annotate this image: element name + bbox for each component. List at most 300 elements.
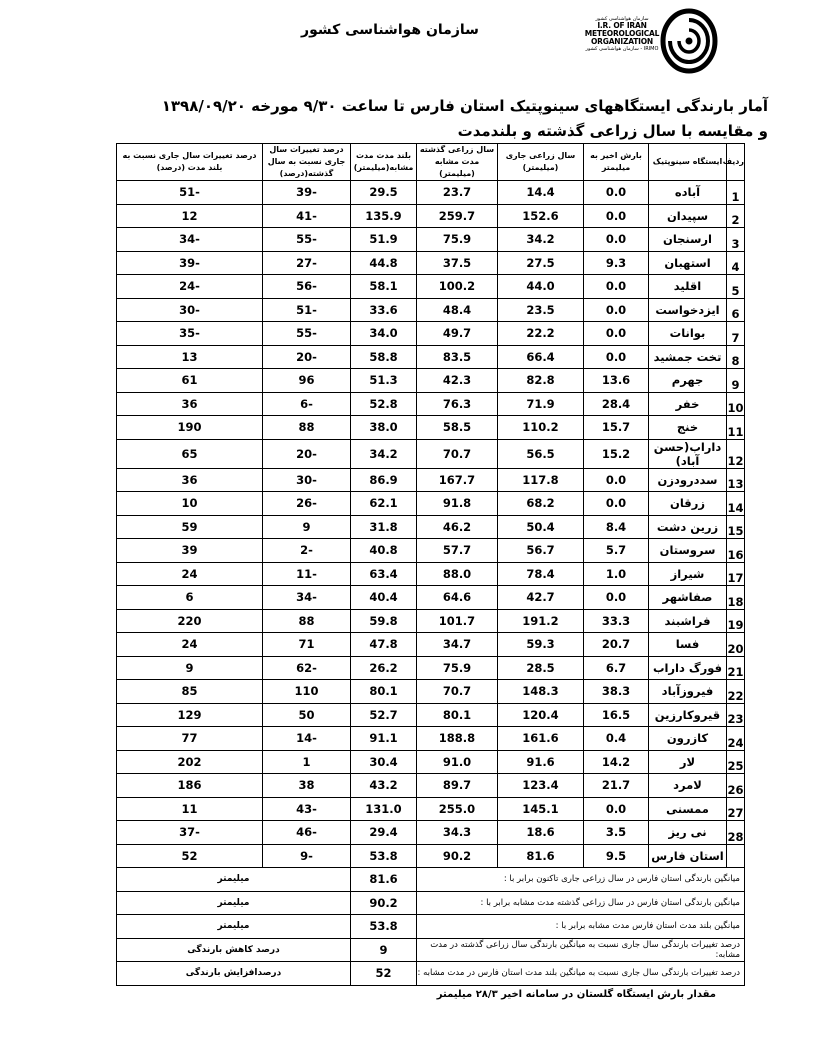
cell-pct-long: 186: [117, 774, 263, 798]
cell-last: 255.0: [417, 797, 498, 821]
province-pct-last: -9: [263, 844, 351, 868]
cell-last: 46.2: [417, 515, 498, 539]
cell-pct-long: -24: [117, 275, 263, 299]
cell-pct-last: -34: [263, 586, 351, 610]
cell-longterm: 29.5: [351, 181, 417, 205]
cell-last: 23.7: [417, 181, 498, 205]
cell-pct-last: -46: [263, 821, 351, 845]
cell-longterm: 80.1: [351, 680, 417, 704]
cell-pct-last: 88: [263, 416, 351, 440]
cell-last: 80.1: [417, 703, 498, 727]
cell-current: 78.4: [498, 562, 584, 586]
table-row: [117, 562, 745, 586]
cell-idx: 12: [727, 439, 745, 468]
table-row: [117, 515, 745, 539]
cell-recent: 9.3: [584, 251, 649, 275]
cell-last: 70.7: [417, 439, 498, 468]
col-header-station: ایستگاه سینوپتیک: [649, 144, 727, 181]
cell-pct-last: -27: [263, 251, 351, 275]
logo-en-line-3: ORGANIZATION: [591, 37, 653, 46]
table-row: [117, 609, 745, 633]
summary-row: [117, 962, 745, 986]
table-row: [117, 204, 745, 228]
org-title: سازمان هواشناسی کشور: [301, 22, 479, 38]
cell-idx: 17: [727, 562, 745, 586]
cell-recent: 33.3: [584, 609, 649, 633]
cell-recent: 21.7: [584, 774, 649, 798]
cell-longterm: 33.6: [351, 298, 417, 322]
cell-station: سروستان: [649, 539, 727, 563]
cell-pct-long: -30: [117, 298, 263, 322]
cell-pct-last: -14: [263, 727, 351, 751]
cell-pct-last: 38: [263, 774, 351, 798]
cell-station: صفاشهر: [649, 586, 727, 610]
table-header-row: [117, 144, 745, 181]
cell-recent: 20.7: [584, 633, 649, 657]
summary-unit: میلیمتر: [117, 915, 351, 939]
rainfall-table: [116, 143, 745, 986]
cell-current: 191.2: [498, 609, 584, 633]
cell-pct-long: 65: [117, 439, 263, 468]
cell-pct-long: 24: [117, 633, 263, 657]
meteorological-logo: [568, 6, 718, 76]
cell-pct-last: -55: [263, 322, 351, 346]
cell-longterm: 30.4: [351, 750, 417, 774]
cell-pct-long: 59: [117, 515, 263, 539]
cell-pct-last: 110: [263, 680, 351, 704]
table-row: [117, 750, 745, 774]
cell-idx: 7: [727, 322, 745, 346]
cell-longterm: 43.2: [351, 774, 417, 798]
cell-pct-last: -2: [263, 539, 351, 563]
cell-last: 75.9: [417, 228, 498, 252]
table-row: [117, 797, 745, 821]
table-row: [117, 821, 745, 845]
cell-current: 123.4: [498, 774, 584, 798]
cell-current: 152.6: [498, 204, 584, 228]
cell-station: فسا: [649, 633, 727, 657]
table-row: [117, 322, 745, 346]
cell-station: لار: [649, 750, 727, 774]
cell-recent: 38.3: [584, 680, 649, 704]
cell-longterm: 38.0: [351, 416, 417, 440]
cell-pct-last: 50: [263, 703, 351, 727]
province-last: 90.2: [417, 844, 498, 868]
cell-station: اقلید: [649, 275, 727, 299]
table-row: [117, 392, 745, 416]
summary-unit: میلیمتر: [117, 891, 351, 915]
cell-last: 70.7: [417, 680, 498, 704]
cell-last: 42.3: [417, 369, 498, 393]
cell-last: 91.8: [417, 492, 498, 516]
cell-current: 18.6: [498, 821, 584, 845]
cell-idx: 20: [727, 633, 745, 657]
cell-last: 167.7: [417, 468, 498, 492]
table-row: [117, 656, 745, 680]
cell-idx: 5: [727, 275, 745, 299]
cell-idx: 1: [727, 181, 745, 205]
cell-longterm: 44.8: [351, 251, 417, 275]
cell-longterm: 40.8: [351, 539, 417, 563]
cell-pct-long: 36: [117, 392, 263, 416]
cell-recent: 28.4: [584, 392, 649, 416]
cell-last: 34.3: [417, 821, 498, 845]
cell-last: 49.7: [417, 322, 498, 346]
cell-recent: 15.2: [584, 439, 649, 468]
cell-station: استهبان: [649, 251, 727, 275]
cell-pct-last: -39: [263, 181, 351, 205]
table-row: [117, 228, 745, 252]
cell-idx: 22: [727, 680, 745, 704]
cell-pct-long: 190: [117, 416, 263, 440]
cell-idx: 6: [727, 298, 745, 322]
cell-pct-last: -6: [263, 392, 351, 416]
cell-recent: 1.0: [584, 562, 649, 586]
cell-pct-last: -30: [263, 468, 351, 492]
cell-pct-last: -51: [263, 298, 351, 322]
cell-pct-last: -26: [263, 492, 351, 516]
summary-label: میانگین بارندگی استان فارس در سال زراعی گذشته مدت مشابه برابر با :: [417, 891, 745, 915]
province-idx: [727, 844, 745, 868]
cell-recent: 16.5: [584, 703, 649, 727]
table-row: [117, 345, 745, 369]
summary-value: 52: [351, 962, 417, 986]
cell-pct-long: -35: [117, 322, 263, 346]
summary-label: میانگین بلند مدت استان فارس مدت مشابه برابر با :: [417, 915, 745, 939]
footnote: مقدار بارش ایستگاه گلستان در سامانه اخیر ۲۸/۳ میلیمتر: [436, 989, 716, 1000]
cell-pct-last: -43: [263, 797, 351, 821]
cell-pct-long: 13: [117, 345, 263, 369]
logo-fa-top: سازمان هواشناسی کشور: [595, 16, 649, 22]
cell-current: 110.2: [498, 416, 584, 440]
cell-current: 22.2: [498, 322, 584, 346]
cell-recent: 6.7: [584, 656, 649, 680]
cell-recent: 0.0: [584, 275, 649, 299]
cell-current: 117.8: [498, 468, 584, 492]
cell-pct-long: 202: [117, 750, 263, 774]
cell-pct-long: 11: [117, 797, 263, 821]
table-row: [117, 539, 745, 563]
cell-longterm: 58.1: [351, 275, 417, 299]
cell-longterm: 62.1: [351, 492, 417, 516]
cell-station: فیروزآباد: [649, 680, 727, 704]
cell-pct-long: -39: [117, 251, 263, 275]
cell-pct-long: -34: [117, 228, 263, 252]
col-header-long-term: بلند مدت مدت مشابه(میلیمتر): [351, 144, 417, 181]
cell-current: 34.2: [498, 228, 584, 252]
cell-station: جهرم: [649, 369, 727, 393]
cell-pct-long: 6: [117, 586, 263, 610]
summary-unit: درصدافزایش بارندگی: [117, 962, 351, 986]
cell-station: فورگ داراب: [649, 656, 727, 680]
cell-station: ایزدخواست: [649, 298, 727, 322]
cell-pct-long: 10: [117, 492, 263, 516]
summary-unit: میلیمتر: [117, 868, 351, 892]
cell-station: بوانات: [649, 322, 727, 346]
cell-pct-long: 9: [117, 656, 263, 680]
cell-current: 28.5: [498, 656, 584, 680]
cell-pct-long: 61: [117, 369, 263, 393]
cell-last: 75.9: [417, 656, 498, 680]
cell-idx: 26: [727, 774, 745, 798]
summary-label: درصد تغییرات بارندگی سال جاری نسبت به میانگین بارندگی سال زراعی گذشته در مدت مشابه:: [417, 938, 745, 962]
cell-current: 82.8: [498, 369, 584, 393]
summary-row: [117, 938, 745, 962]
col-header-pct-vs-long: درصد تغییرات سال جاری نسبت به بلند مدت (درصد): [117, 144, 263, 181]
cell-pct-long: 129: [117, 703, 263, 727]
cell-pct-last: -56: [263, 275, 351, 299]
cell-recent: 15.7: [584, 416, 649, 440]
col-header-last-year: سال زراعی گذشته مدت مشابه (میلیمتر): [417, 144, 498, 181]
table-row: [117, 680, 745, 704]
cell-idx: 23: [727, 703, 745, 727]
cell-station: سپیدان: [649, 204, 727, 228]
table-row: [117, 181, 745, 205]
cell-longterm: 34.0: [351, 322, 417, 346]
cell-last: 83.5: [417, 345, 498, 369]
cell-pct-last: -11: [263, 562, 351, 586]
cell-pct-long: 77: [117, 727, 263, 751]
cell-last: 48.4: [417, 298, 498, 322]
summary-value: 90.2: [351, 891, 417, 915]
cell-station: خفر: [649, 392, 727, 416]
cell-recent: 8.4: [584, 515, 649, 539]
cell-pct-last: 71: [263, 633, 351, 657]
cell-recent: 0.0: [584, 468, 649, 492]
cell-longterm: 91.1: [351, 727, 417, 751]
table-row: [117, 727, 745, 751]
table-row: [117, 251, 745, 275]
cell-current: 66.4: [498, 345, 584, 369]
province-recent: 9.5: [584, 844, 649, 868]
cell-last: 34.7: [417, 633, 498, 657]
cell-recent: 0.0: [584, 345, 649, 369]
cell-pct-last: 9: [263, 515, 351, 539]
report-subtitle: و مقایسه با سال زراعی گذشته و بلندمدت: [457, 122, 768, 140]
summary-row: [117, 915, 745, 939]
cell-idx: 18: [727, 586, 745, 610]
cell-idx: 10: [727, 392, 745, 416]
summary-row: [117, 868, 745, 892]
cell-idx: 8: [727, 345, 745, 369]
cell-pct-long: 36: [117, 468, 263, 492]
cell-longterm: 131.0: [351, 797, 417, 821]
report-title: آمار بارندگی ایستگاههای سینوپتیک استان فارس تا ساعت ۹/۳۰ مورخه ۱۳۹۸/۰۹/۲۰: [161, 97, 768, 115]
cell-last: 188.8: [417, 727, 498, 751]
summary-value: 9: [351, 938, 417, 962]
cell-current: 91.6: [498, 750, 584, 774]
cell-station: تخت جمشید: [649, 345, 727, 369]
cell-recent: 0.0: [584, 181, 649, 205]
cell-longterm: 135.9: [351, 204, 417, 228]
table-row: [117, 774, 745, 798]
cell-pct-long: 39: [117, 539, 263, 563]
cell-current: 42.7: [498, 586, 584, 610]
cell-station: قیروکارزین: [649, 703, 727, 727]
cell-station: کازرون: [649, 727, 727, 751]
cell-last: 76.3: [417, 392, 498, 416]
logo-fa-bottom: IRIMO - سازمان هواشناسی کشور: [585, 46, 659, 52]
table-row: [117, 703, 745, 727]
summary-value: 53.8: [351, 915, 417, 939]
cell-idx: 3: [727, 228, 745, 252]
cell-recent: 3.5: [584, 821, 649, 845]
cell-idx: 16: [727, 539, 745, 563]
cell-current: 68.2: [498, 492, 584, 516]
cell-recent: 0.4: [584, 727, 649, 751]
province-row: [117, 844, 745, 868]
cell-idx: 24: [727, 727, 745, 751]
province-name: استان فارس: [649, 844, 727, 868]
cell-longterm: 52.8: [351, 392, 417, 416]
cell-idx: 27: [727, 797, 745, 821]
cell-current: 44.0: [498, 275, 584, 299]
cell-idx: 2: [727, 204, 745, 228]
cell-recent: 13.6: [584, 369, 649, 393]
province-longterm: 53.8: [351, 844, 417, 868]
cell-station: داراب(حسن آباد): [649, 439, 727, 468]
cell-station: آباده: [649, 181, 727, 205]
cell-pct-long: 85: [117, 680, 263, 704]
summary-row: [117, 891, 745, 915]
cell-pct-last: 1: [263, 750, 351, 774]
cell-station: شیراز: [649, 562, 727, 586]
cell-pct-last: -41: [263, 204, 351, 228]
logo-en-line-1: I.R. OF IRAN: [597, 21, 647, 30]
cell-current: 56.7: [498, 539, 584, 563]
cell-longterm: 34.2: [351, 439, 417, 468]
cell-recent: 0.0: [584, 797, 649, 821]
summary-unit: درصد کاهش بارندگی: [117, 938, 351, 962]
cell-station: ممسنی: [649, 797, 727, 821]
cell-longterm: 59.8: [351, 609, 417, 633]
cell-station: خنج: [649, 416, 727, 440]
cell-current: 59.3: [498, 633, 584, 657]
cell-last: 64.6: [417, 586, 498, 610]
cell-longterm: 86.9: [351, 468, 417, 492]
cell-recent: 0.0: [584, 204, 649, 228]
cell-recent: 0.0: [584, 298, 649, 322]
cell-last: 259.7: [417, 204, 498, 228]
cell-last: 101.7: [417, 609, 498, 633]
cell-current: 23.5: [498, 298, 584, 322]
cell-current: 50.4: [498, 515, 584, 539]
summary-label: درصد تغییرات بارندگی سال جاری نسبت به میانگین بلند مدت استان فارس در مدت مشابه :: [417, 962, 745, 986]
cell-current: 120.4: [498, 703, 584, 727]
cell-idx: 9: [727, 369, 745, 393]
cell-last: 100.2: [417, 275, 498, 299]
col-header-index: ردیف: [727, 144, 745, 181]
cell-idx: 11: [727, 416, 745, 440]
cell-longterm: 58.8: [351, 345, 417, 369]
cell-last: 88.0: [417, 562, 498, 586]
cell-pct-long: 220: [117, 609, 263, 633]
cell-longterm: 63.4: [351, 562, 417, 586]
cell-longterm: 26.2: [351, 656, 417, 680]
cell-current: 148.3: [498, 680, 584, 704]
table-row: [117, 633, 745, 657]
cell-current: 71.9: [498, 392, 584, 416]
cell-pct-last: -20: [263, 345, 351, 369]
cell-longterm: 47.8: [351, 633, 417, 657]
cell-idx: 19: [727, 609, 745, 633]
logo-en-line-2: METEOROLOGICAL: [584, 29, 660, 38]
cell-recent: 0.0: [584, 492, 649, 516]
cell-recent: 14.2: [584, 750, 649, 774]
table-row: [117, 416, 745, 440]
cell-station: لامرد: [649, 774, 727, 798]
cell-last: 91.0: [417, 750, 498, 774]
cell-idx: 28: [727, 821, 745, 845]
cell-station: سددرودزن: [649, 468, 727, 492]
cell-pct-last: -55: [263, 228, 351, 252]
cell-pct-last: 88: [263, 609, 351, 633]
cell-recent: 0.0: [584, 322, 649, 346]
cell-idx: 4: [727, 251, 745, 275]
cell-pct-last: -20: [263, 439, 351, 468]
cell-last: 57.7: [417, 539, 498, 563]
table-row: [117, 468, 745, 492]
cell-station: ارسنجان: [649, 228, 727, 252]
cell-current: 56.5: [498, 439, 584, 468]
cell-current: 161.6: [498, 727, 584, 751]
cell-current: 145.1: [498, 797, 584, 821]
summary-value: 81.6: [351, 868, 417, 892]
cell-longterm: 51.3: [351, 369, 417, 393]
cell-recent: 5.7: [584, 539, 649, 563]
logo-swirl-icon: [660, 8, 718, 74]
summary-label: میانگین بارندگی استان فارس در سال زراعی جاری تاکنون برابر با :: [417, 868, 745, 892]
table-row: [117, 275, 745, 299]
cell-pct-long: 24: [117, 562, 263, 586]
cell-station: فراشبند: [649, 609, 727, 633]
cell-last: 37.5: [417, 251, 498, 275]
table-row: [117, 586, 745, 610]
cell-idx: 14: [727, 492, 745, 516]
cell-pct-long: -37: [117, 821, 263, 845]
cell-idx: 15: [727, 515, 745, 539]
cell-longterm: 29.4: [351, 821, 417, 845]
table-body: [117, 181, 745, 845]
province-pct-long: 52: [117, 844, 263, 868]
cell-pct-last: -62: [263, 656, 351, 680]
table-row: [117, 298, 745, 322]
cell-pct-long: 12: [117, 204, 263, 228]
province-current: 81.6: [498, 844, 584, 868]
cell-longterm: 52.7: [351, 703, 417, 727]
cell-idx: 21: [727, 656, 745, 680]
cell-pct-last: 96: [263, 369, 351, 393]
cell-station: زرقان: [649, 492, 727, 516]
cell-current: 27.5: [498, 251, 584, 275]
cell-longterm: 51.9: [351, 228, 417, 252]
cell-longterm: 40.4: [351, 586, 417, 610]
cell-idx: 13: [727, 468, 745, 492]
summary-section: [117, 868, 745, 986]
cell-pct-long: -51: [117, 181, 263, 205]
cell-longterm: 31.8: [351, 515, 417, 539]
cell-recent: 0.0: [584, 586, 649, 610]
col-header-current-year: سال زراعی جاری (میلیمتر): [498, 144, 584, 181]
table-row: [117, 492, 745, 516]
cell-station: زرین دشت: [649, 515, 727, 539]
table-row: [117, 439, 745, 468]
table-row: [117, 369, 745, 393]
cell-last: 89.7: [417, 774, 498, 798]
cell-station: نی ریز: [649, 821, 727, 845]
cell-idx: 25: [727, 750, 745, 774]
cell-last: 58.5: [417, 416, 498, 440]
